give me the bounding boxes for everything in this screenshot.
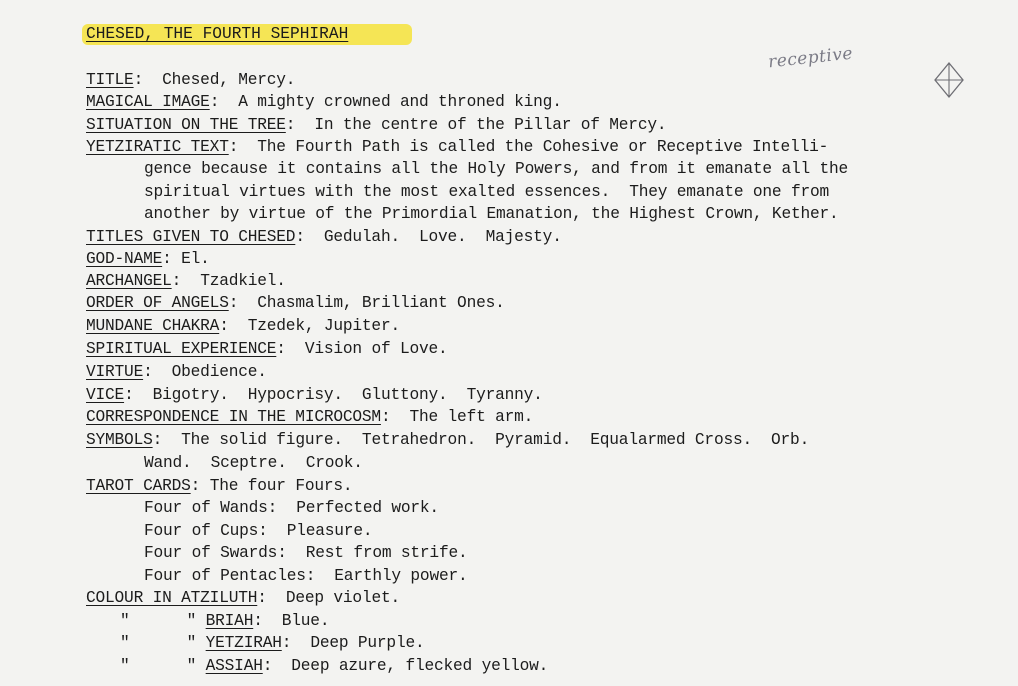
entry-label: CORRESPONDENCE IN THE MICROCOSM: [86, 408, 381, 426]
entry-label: MUNDANE CHAKRA: [86, 317, 220, 335]
entry-label: COLOUR IN ATZILUTH: [86, 589, 258, 607]
tarot-card-item: [144, 520, 372, 542]
entry-value: The four Fours.: [209, 477, 353, 495]
colour-world-value: Deep azure, flecked yellow.: [291, 657, 549, 675]
colour-world-row: " " ASSIAH: Deep azure, flecked yellow.: [120, 657, 549, 675]
entry-symbols: SYMBOLS: The solid figure. Tetrahedron. Pyramid. Equalarmed Cross. Orb.: [86, 431, 810, 449]
entry-archangel: ARCHANGEL: Tzadkiel.: [86, 272, 286, 290]
ditto-mark: ": [120, 634, 130, 652]
entry-magical-image: MAGICAL IMAGE: A mighty crowned and throned king.: [86, 93, 562, 111]
entry-yetziratic-cont: gence because it contains all the Holy Powers, and from it emanate all the: [144, 160, 849, 178]
entry-label: ORDER OF ANGELS: [86, 294, 229, 312]
entry-order-of-angels: ORDER OF ANGELS: Chasmalim, Brilliant Ones.: [86, 294, 505, 312]
entry-tarot: TAROT CARDS: The four Fours.: [86, 477, 353, 495]
entry-label: SPIRITUAL EXPERIENCE: [86, 340, 277, 358]
ditto-mark: ": [120, 612, 130, 630]
entry-value: Gedulah. Love. Majesty.: [323, 228, 562, 246]
entry-spiritual-experience: SPIRITUAL EXPERIENCE: Vision of Love.: [86, 340, 448, 358]
tarot-card-name: Four of Wands:: [144, 499, 278, 517]
tarot-card-name: Four of Cups:: [144, 522, 268, 540]
entry-mundane-chakra: MUNDANE CHAKRA: Tzedek, Jupiter.: [86, 317, 400, 335]
entry-value: Chesed, Mercy.: [162, 71, 296, 89]
handwritten-annotation: receptive: [767, 43, 854, 73]
tarot-card-meaning: Pleasure.: [286, 522, 373, 540]
entry-value: Bigotry. Hypocrisy. Gluttony. Tyranny.: [152, 386, 543, 404]
colour-world-row: " " BRIAH: Blue.: [120, 612, 330, 630]
entry-colour: COLOUR IN ATZILUTH: Deep violet.: [86, 589, 400, 607]
entry-label: SITUATION ON THE TREE: [86, 116, 286, 134]
entry-symbols-cont: Wand. Sceptre. Crook.: [144, 454, 363, 472]
entry-value: The left arm.: [409, 408, 534, 426]
entry-titles-given: TITLES GIVEN TO CHESED: Gedulah. Love. Majesty.: [86, 228, 562, 246]
tarot-card-name: Four of Swards:: [144, 544, 287, 562]
entry-vice: VICE: Bigotry. Hypocrisy. Gluttony. Tyranny.: [86, 386, 543, 404]
entry-label: GOD-NAME: [86, 250, 163, 268]
entry-value: Tzedek, Jupiter.: [247, 317, 400, 335]
entry-yetziratic: YETZIRATIC TEXT: The Fourth Path is called the Cohesive or Receptive Intelli-: [86, 138, 829, 156]
ditto-mark: ": [186, 634, 197, 652]
tarot-card-meaning: Perfected work.: [296, 499, 439, 517]
entry-value: Tzadkiel.: [200, 272, 286, 290]
colour-world-label: BRIAH: [205, 612, 254, 630]
diamond-cross-icon: [930, 60, 968, 100]
entry-value: Chasmalim, Brilliant Ones.: [257, 294, 505, 312]
tarot-card-item: [144, 542, 468, 564]
entry-value: Deep violet.: [285, 589, 400, 607]
ditto-mark: ": [120, 657, 130, 675]
entry-value: In the centre of the Pillar of Mercy.: [314, 116, 667, 134]
entry-label: ARCHANGEL: [86, 272, 172, 290]
page-title: CHESED, THE FOURTH SEPHIRAH: [86, 25, 349, 43]
entry-value: The solid figure. Tetrahedron. Pyramid. Equalarmed Cross. Orb.: [181, 431, 810, 449]
entry-title: TITLE: Chesed, Mercy.: [86, 71, 296, 89]
entry-virtue: VIRTUE: Obedience.: [86, 363, 267, 381]
tarot-card-name: Four of Pentacles:: [144, 567, 316, 585]
entry-god-name: GOD-NAME: El.: [86, 250, 210, 268]
colour-world-row: " " YETZIRAH: Deep Purple.: [120, 634, 425, 652]
entry-yetziratic-cont: spiritual virtues with the most exalted essences. They emanate one from: [144, 183, 830, 201]
tarot-card-meaning: Earthly power.: [334, 567, 468, 585]
colour-world-value: Deep Purple.: [310, 634, 425, 652]
tarot-card-meaning: Rest from strife.: [305, 544, 468, 562]
entry-label: TITLE: [86, 71, 134, 89]
tarot-card-item: [144, 497, 439, 519]
ditto-mark: ": [186, 612, 197, 630]
entry-label: VIRTUE: [86, 363, 144, 381]
tarot-card-item: [144, 565, 468, 587]
entry-correspondence: CORRESPONDENCE IN THE MICROCOSM: The left arm.: [86, 408, 534, 426]
entry-situation: SITUATION ON THE TREE: In the centre of the Pillar of Mercy.: [86, 116, 667, 134]
entry-label: MAGICAL IMAGE: [86, 93, 210, 111]
entry-label: TITLES GIVEN TO CHESED: [86, 228, 296, 246]
colour-world-label: YETZIRAH: [205, 634, 282, 652]
entry-value: A mighty crowned and throned king.: [238, 93, 562, 111]
entry-label: VICE: [86, 386, 125, 404]
colour-world-value: Blue.: [281, 612, 330, 630]
entry-value: The Fourth Path is called the Cohesive or Receptive Intelli-: [257, 138, 829, 156]
entry-value: El.: [181, 250, 210, 268]
entry-value: Obedience.: [171, 363, 267, 381]
entry-label: SYMBOLS: [86, 431, 153, 449]
entry-value: Vision of Love.: [304, 340, 448, 358]
entry-yetziratic-cont: another by virtue of the Primordial Emanation, the Highest Crown, Kether.: [144, 205, 839, 223]
colour-world-label: ASSIAH: [205, 657, 263, 675]
entry-label: TAROT CARDS: [86, 477, 191, 495]
ditto-mark: ": [186, 657, 197, 675]
entry-label: YETZIRATIC TEXT: [86, 138, 229, 156]
